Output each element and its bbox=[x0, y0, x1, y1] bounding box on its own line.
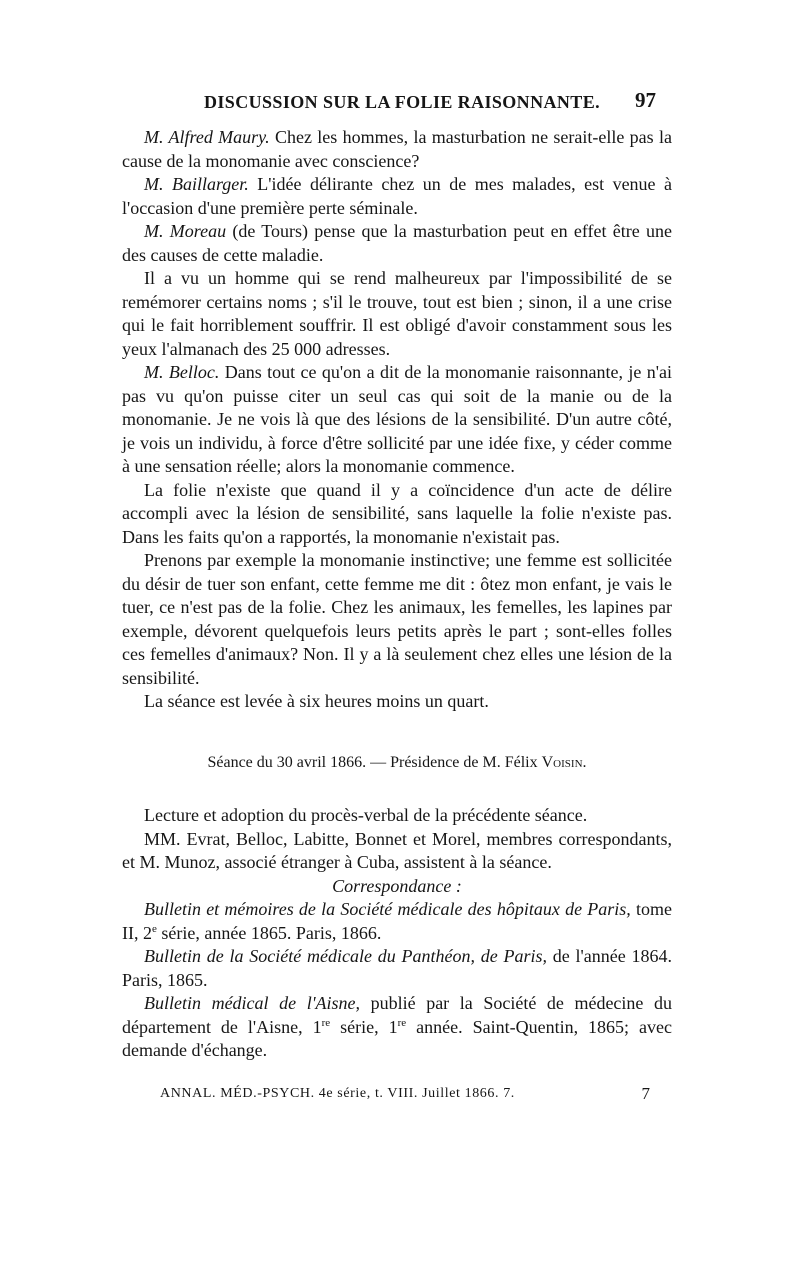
bulletin-entry: Bulletin de la Société médicale du Panthéon, de Paris, de l'année 1864. Paris, 1865. bbox=[122, 946, 672, 990]
bulletin-title: Bulletin médical de l'Aisne, bbox=[144, 993, 361, 1013]
bulletin-title: Bulletin et mémoires de la Société médicale des hôpitaux de Paris, bbox=[144, 899, 631, 919]
page-number: 97 bbox=[635, 88, 656, 112]
president-name: Voisin. bbox=[541, 753, 587, 771]
paragraph: Prenons par exemple la monomanie instinctive; une femme est sollicitée du désir de tuer son enfant, cette femme me dit : ôtez mon enfant, je vais le tuer, ce n'est pas de la folie. Chez les animaux, les femelles, les lapines par exemple, dévorent quelquefois leurs petits après le part ; sont-elles folles ces femelles d'animaux? Non. Il y a là seulement chez elles une lésion de la sensibilité. bbox=[122, 550, 672, 688]
signature-mark: 7 bbox=[641, 1084, 650, 1103]
paragraph: La séance est levée à six heures moins un quart. bbox=[144, 691, 489, 711]
bulletin-entry: Bulletin médical de l'Aisne, publié par la Société de médecine du département de l'Aisne, 1re série, 1re année. Saint-Quentin, 1865; avec demande d'échange. bbox=[122, 993, 672, 1060]
bulletin-entry: Bulletin et mémoires de la Société médicale des hôpitaux de Paris, tome II, 2e série, année 1865. Paris, 1866. bbox=[122, 899, 672, 943]
speaker: M. Alfred Maury. bbox=[144, 127, 270, 147]
paragraph: La folie n'existe que quand il y a coïncidence d'un acte de délire accompli avec la lésion de sensibilité, sans laquelle la folie n'existe pas. Dans les faits qu'on a rapportés, la monomanie n'existait pas. bbox=[122, 479, 672, 547]
paragraph: M. Baillarger. L'idée délirante chez un de mes malades, est venue à l'occasion d'une première perte séminale. bbox=[122, 174, 672, 218]
paragraph: M. Belloc. Dans tout ce qu'on a dit de la monomanie raisonnante, je n'ai pas vu qu'on puisse citer un seul cas qui soit de la manie ou de la monomanie. Je ne vois là que des lésions de la sensibilité. D'un autre côté, je vois un individu, à force d'être sollicité par une idée fixe, y céder comme à une sensation réelle; alors la monomanie commence. bbox=[122, 362, 672, 476]
paragraph: M. Alfred Maury. Chez les hommes, la masturbation ne serait-elle pas la cause de la monomanie avec conscience? bbox=[122, 127, 672, 171]
paragraph: MM. Evrat, Belloc, Labitte, Bonnet et Morel, membres correspondants, et M. Munoz, associé étranger à Cuba, assistent à la séance. bbox=[122, 828, 672, 872]
running-title: DISCUSSION SUR LA FOLIE RAISONNANTE. bbox=[204, 92, 600, 112]
speaker: M. Baillarger. bbox=[144, 174, 249, 194]
speaker: M. Belloc. bbox=[144, 362, 220, 382]
paragraph: M. Moreau (de Tours) pense que la masturbation peut en effet être une des causes de cette maladie. bbox=[122, 221, 672, 265]
paragraph: Lecture et adoption du procès-verbal de la précédente séance. bbox=[144, 805, 588, 825]
paragraph: Il a vu un homme qui se rend malheureux par l'impossibilité de se remémorer certains noms ; s'il le trouve, tout est bien ; sinon, il a une crise qui le fait horriblement souffrir. Il est obligé d'avoir constamment sous les yeux l'almanach des 25 000 adresses. bbox=[122, 268, 672, 359]
page-header bbox=[204, 88, 656, 118]
body-text bbox=[122, 126, 672, 1063]
seance-heading: Séance du 30 avril 1866. — Présidence de M. Félix Voisin. bbox=[207, 753, 587, 771]
bulletin-title: Bulletin de la Société médicale du Panthéon, de Paris, bbox=[144, 946, 547, 966]
footer-citation: ANNAL. MÉD.-PSYCH. 4e série, t. VIII. Juillet 1866. 7. bbox=[160, 1086, 515, 1101]
correspondance-heading: Correspondance : bbox=[332, 875, 462, 896]
page-footer bbox=[160, 1086, 650, 1108]
speaker: M. Moreau bbox=[144, 221, 227, 241]
